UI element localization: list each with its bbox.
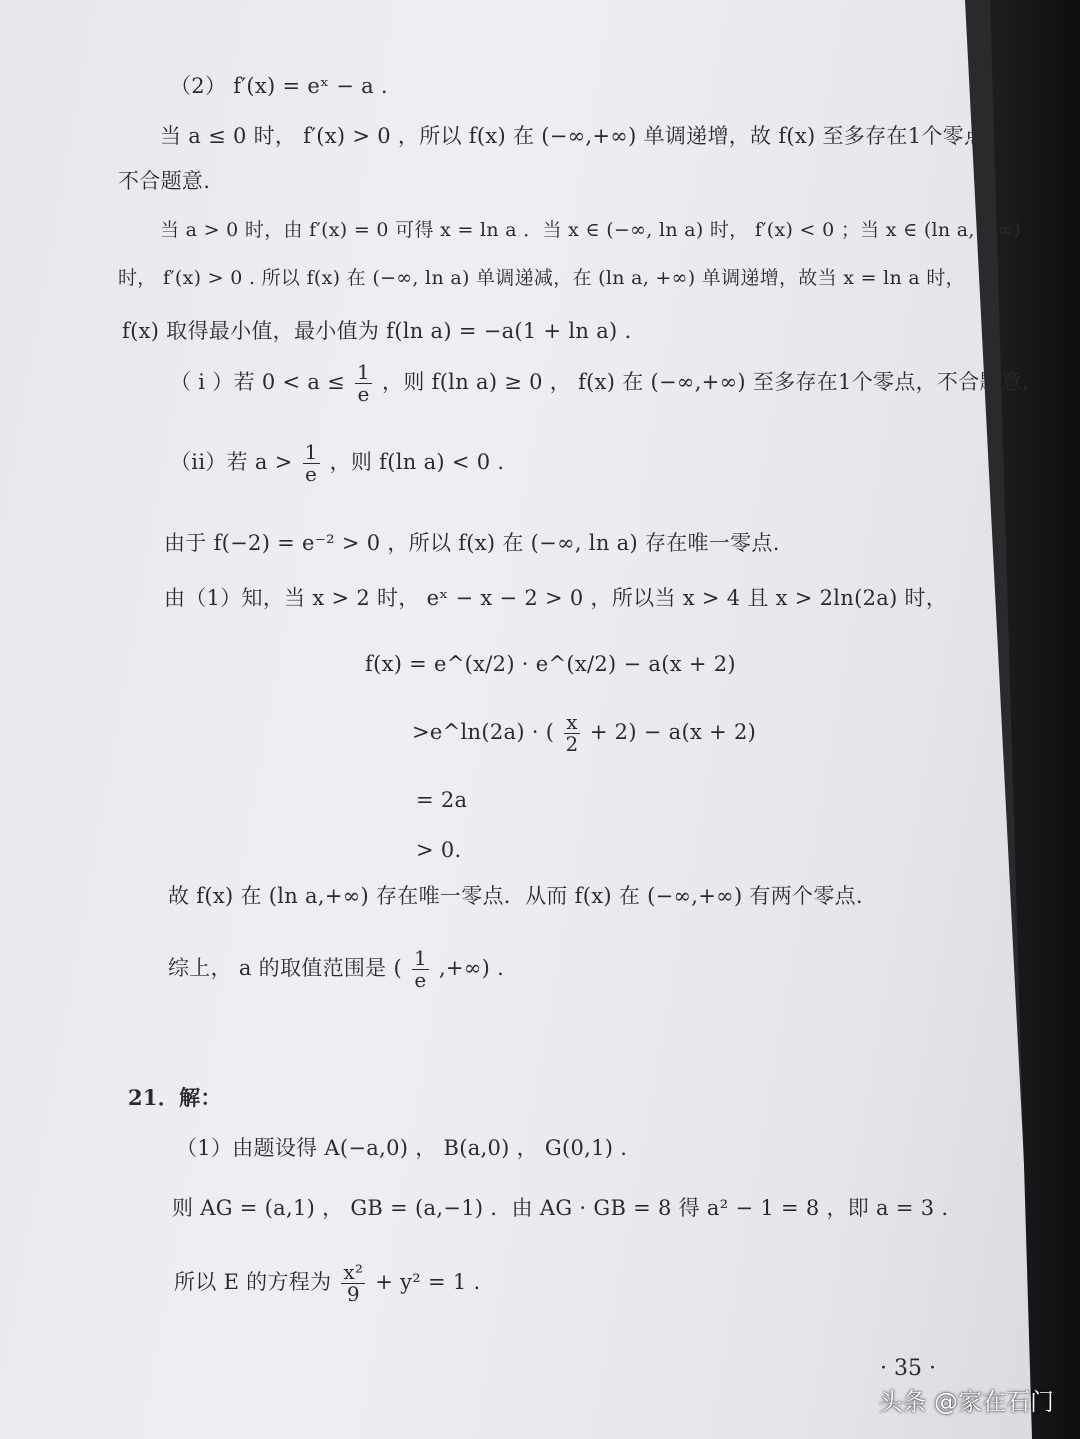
- question-21-heading: 21．解：: [128, 1085, 222, 1110]
- text-line-10: 由（1）知，当 x > 2 时， eˣ − x − 2 > 0 ，所以当 x > 4 且 x > 2ln(2a) 时，: [164, 586, 948, 610]
- text-line-14: （1）由题设得 A(−a,0) ， B(a,0) ， G(0,1) .: [176, 1136, 628, 1160]
- equation-line-1: f(x) = e^(x/2) · e^(x/2) − a(x + 2): [365, 652, 736, 676]
- case-ii-prefix: （ii）若 a >: [170, 450, 293, 474]
- text-line-3: 不合题意.: [118, 169, 211, 193]
- text-line-15: 则 AG = (a,1) ， GB = (a,−1) ．由 AG · GB = 8 得 a² − 1 = 8 ，即 a = 3 .: [172, 1196, 949, 1220]
- equation-line-4: > 0.: [416, 838, 462, 862]
- equation-line-3: = 2a: [416, 788, 468, 812]
- fraction-numerator: 1: [413, 946, 427, 970]
- fraction-denominator: 2: [565, 732, 579, 756]
- page-number: · 35 ·: [880, 1356, 936, 1381]
- conclusion-suffix: ,+∞) .: [438, 956, 505, 980]
- text-line-1: （2） f′(x) = eˣ − a .: [170, 74, 388, 98]
- fraction-one-over-e: [412, 948, 429, 991]
- watermark: 头条 @家在石门: [878, 1388, 1054, 1416]
- ellipse-equation-prefix: 所以 E 的方程为: [174, 1270, 332, 1294]
- fraction-x-over-2: [564, 712, 580, 755]
- fraction-numerator: 1: [304, 440, 318, 464]
- text-line-2: 当 a ≤ 0 时， f′(x) > 0 ，所以 f(x) 在 (−∞,+∞) 单调递增，故 f(x) 至多存在1个零点，: [160, 124, 1007, 148]
- case-i-suffix: ，则 f(ln a) ≥ 0 ， f(x) 在 (−∞,+∞) 至多存在1个零点，不合题意.: [382, 370, 1030, 394]
- text-line-11: 故 f(x) 在 (ln a,+∞) 存在唯一零点．从而 f(x) 在 (−∞,+∞) 有两个零点.: [168, 884, 863, 908]
- text-line-8: [170, 442, 504, 485]
- case-ii-suffix: ，则 f(ln a) < 0 .: [329, 450, 505, 474]
- equation-2-suffix: + 2) − a(x + 2): [589, 720, 757, 744]
- fraction-numerator: x: [566, 710, 578, 734]
- fraction-denominator: e: [357, 382, 370, 406]
- text-line-9: 由于 f(−2) = e⁻² > 0 ，所以 f(x) 在 (−∞, ln a) 存在唯一零点.: [164, 531, 780, 555]
- fraction-numerator: 1: [357, 360, 371, 384]
- fraction-denominator: e: [414, 968, 427, 992]
- text-line-5: 时， f′(x) > 0 . 所以 f(x) 在 (−∞, ln a) 单调递减，在 (ln a, +∞) 单调递增，故当 x = ln a 时，: [118, 267, 965, 289]
- text-line-16: [174, 1262, 480, 1305]
- text-line-12: [168, 948, 504, 991]
- text-line-4: 当 a > 0 时，由 f′(x) = 0 可得 x = ln a ．当 x ∈ (−∞, ln a) 时， f′(x) < 0 ；当 x ∈ (ln a, +∞): [160, 219, 1022, 241]
- text-line-7: [170, 362, 1029, 405]
- fraction-one-over-e: [303, 442, 320, 485]
- fraction-x2-over-9: [341, 1262, 365, 1305]
- ellipse-equation-suffix: + y² = 1 .: [375, 1270, 481, 1294]
- case-i-prefix: （ i ）若 0 < a ≤: [170, 370, 346, 394]
- text-line-6: f(x) 取得最小值，最小值为 f(ln a) = −a(1 + ln a) .: [122, 319, 632, 343]
- fraction-denominator: 9: [346, 1282, 360, 1306]
- equation-line-2: [412, 712, 756, 755]
- fraction-numerator: x²: [343, 1260, 364, 1284]
- fraction-one-over-e: [355, 362, 372, 405]
- equation-2-prefix: >e^ln(2a) · (: [412, 720, 555, 744]
- fraction-denominator: e: [305, 462, 318, 486]
- conclusion-prefix: 综上， a 的取值范围是 (: [168, 956, 402, 980]
